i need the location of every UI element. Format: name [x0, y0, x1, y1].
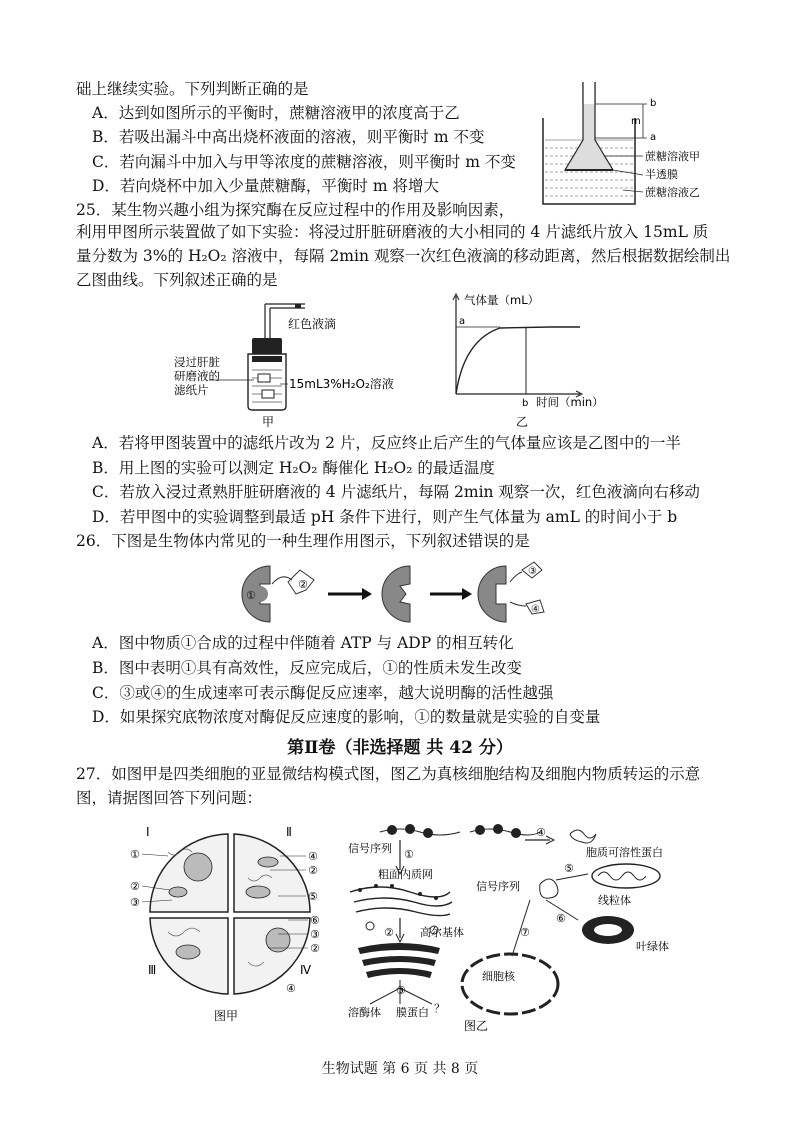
q24-label-m: m	[631, 116, 641, 127]
q25-line-1: 25．某生物兴趣小组为探究酶在反应过程中的作用及影响因素，	[76, 201, 515, 219]
q27-line-1: 27．如图甲是四类细胞的亚显微结构模式图，图乙为真核细胞结构及细胞内物质转运的示意	[76, 765, 701, 783]
q27-yi-cytoplasm-protein: 胞质可溶性蛋白	[586, 846, 663, 859]
q27-jia-label-3b: ③	[310, 928, 320, 941]
q27-jia-label-2c: ②	[310, 942, 320, 955]
q25-label-solution: 15mL3%H₂O₂溶液	[289, 377, 394, 391]
q27-yi-lysosome: 溶酶体	[348, 1006, 381, 1019]
q27-yi-rough-er: 粗面内质网	[378, 868, 433, 881]
q25-label-paper-1: 浸过肝脏	[174, 355, 220, 369]
q25-ylabel: 气体量（mL）	[464, 293, 540, 307]
q27-yi-chloroplast: 叶绿体	[636, 940, 669, 953]
q27-jia-label-5: ⑤	[308, 890, 318, 903]
q25-label-b: b	[522, 398, 529, 409]
q27-jia-label-4a: ④	[308, 850, 318, 863]
q24-option-c: C．若向漏斗中加入与甲等浓度的蔗糖溶液，则平衡时 m 不变	[92, 153, 516, 171]
q27-jia-label-2: ②	[130, 880, 140, 893]
q27-yi-signal-seq-1: 信号序列	[348, 842, 392, 855]
q25-label-a: a	[459, 316, 466, 327]
q24-label-membrane: 半透膜	[645, 168, 678, 181]
q27-yi-step-3: ③	[396, 984, 406, 997]
q25-apparatus-figure-jia	[170, 298, 410, 428]
q27-yi-signal-seq-2: 信号序列	[476, 880, 520, 893]
page-footer: 生物试题 第 6 页 共 8 页	[321, 1061, 479, 1077]
q26-enzyme-label-1: ①	[246, 589, 256, 602]
q27-yi-mitochondria: 线粒体	[598, 894, 631, 907]
q27-yi-nucleus: 细胞核	[482, 970, 515, 983]
q25-caption-yi: 乙	[516, 415, 529, 429]
q27-transport-figure-yi	[340, 818, 680, 1033]
q27-caption-yi: 图乙	[464, 1019, 489, 1033]
q25-gas-curve-figure-yi	[440, 290, 620, 430]
q27-jia-label-2b: ②	[308, 864, 318, 877]
q27-jia-label-1: ①	[130, 848, 140, 861]
q27-cell-label-III: Ⅲ	[148, 963, 157, 977]
q27-yi-step-6: ⑥	[556, 912, 566, 925]
q27-yi-membrane-protein: 膜蛋白	[396, 1006, 429, 1019]
q27-line-2: 图，请据图回答下列问题：	[76, 789, 263, 807]
q25-option-c: C．若放入浸过煮熟肝脏研磨液的 4 片滤纸片，每隔 2min 观察一次，红色液滴向右移动	[92, 483, 700, 501]
q27-yi-question: ？	[434, 1002, 445, 1015]
q27-jia-label-6: ⑥	[310, 914, 320, 927]
q27-yi-step-1: ①	[404, 848, 414, 861]
q27-yi-golgi: 高尔基体	[420, 926, 464, 939]
q25-option-a: A．若将甲图装置中的滤纸片改为 2 片，反应终止后产生的气体量应该是乙图中的一半	[92, 434, 681, 452]
q26-product-label-3: ③	[528, 566, 537, 577]
q24-label-a: a	[650, 132, 657, 143]
q25-label-paper-2: 研磨液的	[174, 369, 220, 383]
q27-cell-label-I: Ⅰ	[146, 825, 150, 839]
q25-option-b: B．用上图的实验可以测定 H₂O₂ 酶催化 H₂O₂ 的最适温度	[92, 459, 495, 477]
q24-stem: 础上继续实验。下列判断正确的是	[76, 80, 309, 98]
q27-yi-step-5: ⑤	[564, 862, 574, 875]
q26-option-d: D．如果探究底物浓度对酶促反应速度的影响，①的数量就是实验的自变量	[92, 708, 601, 726]
q25-line-2: 利用甲图所示装置做了如下实验：将浸过肝脏研磨液的大小相同的 4 片滤纸片放入 15mL 质	[76, 223, 709, 241]
q25-caption-jia: 甲	[262, 415, 275, 428]
q27-yi-step-2: ②	[384, 926, 394, 939]
q27-jia-label-4b: ④	[286, 982, 296, 995]
q24-label-b: b	[650, 98, 657, 109]
q26-option-c: C．③或④的生成速率可表示酶促反应速率，越大说明酶的活性越强	[92, 684, 554, 702]
q26-option-a: A．图中物质①合成的过程中伴随着 ATP 与 ADP 的相互转化	[92, 634, 514, 652]
q24-label-solution-yi: 蔗糖溶液乙	[645, 186, 700, 199]
q25-line-4: 乙图曲线。下列叙述正确的是	[76, 271, 278, 289]
q25-label-paper-3: 滤纸片	[174, 383, 209, 397]
q26-substrate-label-2: ②	[298, 578, 308, 591]
q25-xlabel: 时间（min）	[536, 395, 604, 409]
q25-option-d: D．若甲图中的实验调整到最适 pH 条件下进行，则产生气体量为 amL 的时间小于 b	[92, 508, 678, 526]
q27-cell-label-IV: Ⅳ	[300, 963, 312, 977]
q26-stem: 26．下图是生物体内常见的一种生理作用图示，下列叙述错误的是	[76, 532, 530, 550]
section-title: 第Ⅱ卷（非选择题 共 42 分）	[287, 738, 513, 758]
q24-option-d: D．若向烧杯中加入少量蔗糖酶，平衡时 m 将增大	[92, 177, 439, 195]
q27-caption-jia: 图甲	[214, 1009, 239, 1023]
q27-jia-label-3: ③	[130, 896, 140, 909]
q26-option-b: B．图中表明①具有高效性，反应完成后，①的性质未发生改变	[92, 659, 522, 677]
q27-cell-label-II: Ⅱ	[286, 825, 292, 839]
q24-option-b: B．若吸出漏斗中高出烧杯液面的溶液，则平衡时 m 不变	[92, 128, 485, 146]
q24-label-solution-jia: 蔗糖溶液甲	[645, 150, 700, 163]
q27-cell-figure-jia	[128, 822, 338, 1027]
q26-product-label-4: ④	[531, 604, 540, 615]
q24-osmosis-figure	[535, 78, 705, 218]
q27-yi-step-4: ④	[536, 826, 546, 839]
q25-label-red-drop: 红色液滴	[288, 317, 337, 331]
q24-option-a: A．达到如图所示的平衡时，蔗糖溶液甲的浓度高于乙	[92, 104, 460, 122]
q25-line-3: 量分数为 3%的 H₂O₂ 溶液中，每隔 2min 观察一次红色液滴的移动距离，然后根据数据绘制出	[76, 247, 731, 265]
q27-yi-step-7: ⑦	[520, 926, 530, 939]
q26-enzyme-figure	[230, 556, 570, 628]
